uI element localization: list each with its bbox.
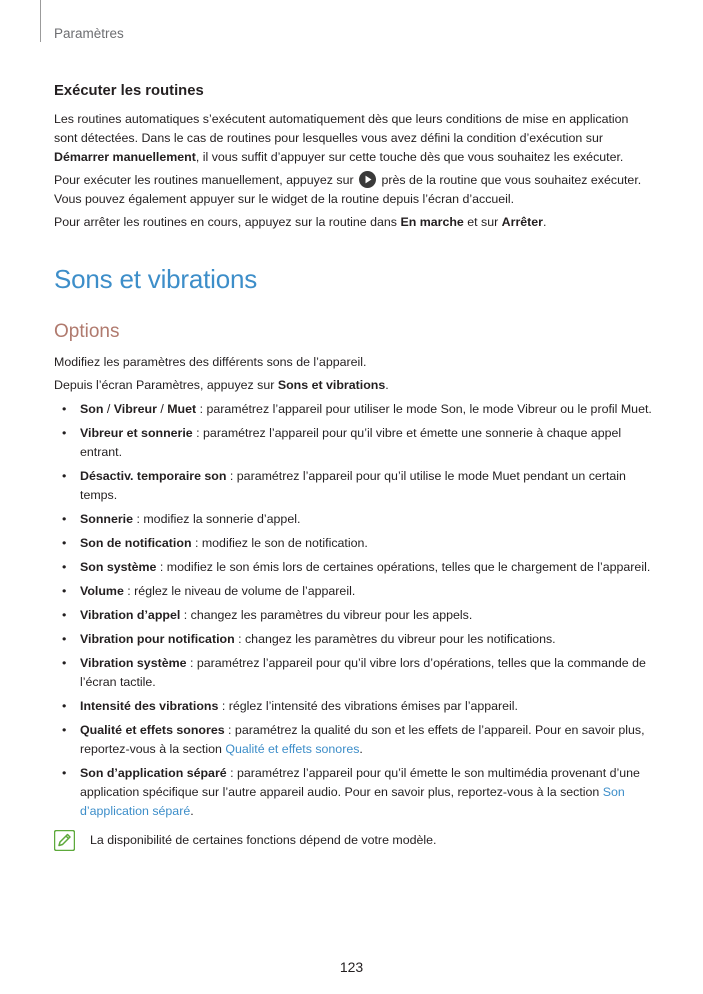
options-intro-1: Modifiez les paramètres des différents sons de l’appareil. xyxy=(54,355,367,369)
link-separate-app-sound[interactable]: Son d’application séparé xyxy=(80,785,625,818)
bullet: • xyxy=(62,656,67,670)
routines-paragraph-2: Pour exécuter les routines manuellement, appuyez sur près de la routine que vous souhaitez exécuter. Vous pouvez également appuyer sur le widget de la routine depuis l’écran d’accueil. xyxy=(54,173,642,206)
routines-heading: Exécuter les routines xyxy=(54,83,204,99)
list-item: • Son système : modifiez le son émis lors de certaines opérations, telles que le chargement de l’appareil. xyxy=(54,558,654,577)
list-item: • Sonnerie : modifiez la sonnerie d’appel. xyxy=(54,510,654,529)
options-heading: Options xyxy=(54,321,120,342)
list-item: • Désactiv. temporaire son : paramétrez l’appareil pour qu’il utilise le mode Muet pendant un certain temps. xyxy=(62,469,626,502)
play-button-icon xyxy=(359,171,376,188)
list-item: • Vibration système : paramétrez l’appareil pour qu’il vibre lors d’opérations, telles que la commande de l’écran tactile. xyxy=(62,656,646,689)
bullet: • xyxy=(62,402,67,416)
bullet: • xyxy=(62,536,67,550)
note-pencil-icon xyxy=(54,830,75,851)
list-item: • Son de notification : modifiez le son de notification. xyxy=(54,534,654,553)
bullet: • xyxy=(62,723,67,737)
page-number: 123 xyxy=(339,959,364,975)
list-item: • Vibreur et sonnerie : paramétrez l’appareil pour qu’il vibre et émette une sonnerie à chaque appel entrant. xyxy=(62,426,622,459)
list-item: • Son / Vibreur / Muet : paramétrez l’appareil pour utiliser le mode Son, le mode Vibreur ou le profil Muet. xyxy=(54,400,654,419)
list-item: • Vibration pour notification : changez les paramètres du vibreur pour les notifications. xyxy=(54,630,654,649)
link-quality-sound-effects[interactable]: Qualité et effets sonores xyxy=(225,742,360,756)
routines-paragraph-3: Pour arrêter les routines en cours, appuyez sur la routine dans En marche et sur Arrêter. xyxy=(54,215,547,229)
chapter-title: Sons et vibrations xyxy=(54,264,258,294)
bullet: • xyxy=(62,766,67,780)
margin-line xyxy=(40,0,41,42)
options-intro-2: Depuis l’écran Paramètres, appuyez sur Sons et vibrations. xyxy=(54,378,389,392)
list-item: • Intensité des vibrations : réglez l’intensité des vibrations émises par l’appareil. xyxy=(54,697,654,716)
bullet: • xyxy=(62,632,67,646)
bullet: • xyxy=(62,469,67,483)
list-item: • Qualité et effets sonores : paramétrez la qualité du son et les effets de l’appareil. Pour en savoir plus, reportez-vous à la section Qualité et effets sonores. xyxy=(62,723,645,756)
bullet: • xyxy=(62,426,67,440)
bullet: • xyxy=(62,512,67,526)
options-list xyxy=(54,400,654,821)
routines-paragraph-1: Les routines automatiques s’exécutent automatiquement dès que leurs conditions de mise en application sont détectées. Dans le cas de routines pour lesquelles vous avez défini la condition d’exécution sur Démarrer manuellement, il vous suffit d’appuyer sur cette touche dès que vous souhaitez les exécuter. xyxy=(54,112,629,164)
bullet: • xyxy=(62,608,67,622)
bullet: • xyxy=(62,699,67,713)
list-item: • Vibration d’appel : changez les paramètres du vibreur pour les appels. xyxy=(54,606,654,625)
note xyxy=(54,831,654,853)
list-item: • Son d’application séparé : paramétrez l’appareil pour qu’il émette le son multimédia provenant d’une application spécifique sur l’autre appareil audio. Pour en savoir plus, reportez-vous à la section Son d’application séparé. xyxy=(62,766,640,818)
bullet: • xyxy=(62,560,67,574)
page-content xyxy=(54,82,654,853)
running-header: Paramètres xyxy=(54,26,124,41)
list-item: • Volume : réglez le niveau de volume de l’appareil. xyxy=(54,582,654,601)
note-text: La disponibilité de certaines fonctions dépend de votre modèle. xyxy=(90,833,437,847)
bullet: • xyxy=(62,584,67,598)
